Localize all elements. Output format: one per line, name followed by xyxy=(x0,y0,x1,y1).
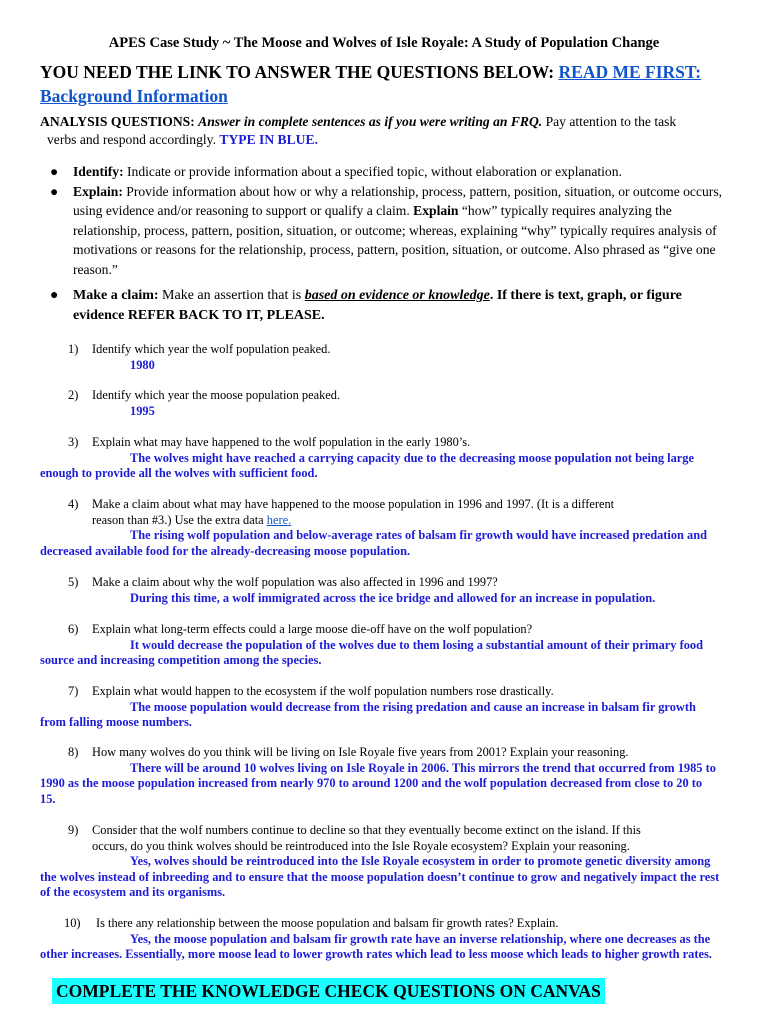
answer-text[interactable]: It would decrease the population of the wolves due to them losing a substantial amount of their primary food xyxy=(130,637,703,652)
question-3 xyxy=(40,435,740,482)
knowledge-check-banner: COMPLETE THE KNOWLEDGE CHECK QUESTIONS ON CANVAS xyxy=(52,978,605,1004)
question-2 xyxy=(40,388,740,419)
question-number: 7) xyxy=(68,684,79,698)
question-6 xyxy=(40,622,740,669)
question-text-line-2 xyxy=(40,513,740,529)
answer-text[interactable]: 1990 as the moose population increased from nearly 970 to around 1200 and the wolf population decreased from close to 20 to xyxy=(40,776,703,791)
question-5 xyxy=(40,575,740,606)
question-number: 2) xyxy=(68,388,79,402)
question-number: 6) xyxy=(68,622,79,636)
bullet-dot-icon: ● xyxy=(50,164,59,179)
question-1 xyxy=(40,342,740,373)
question-text: Is there any relationship between the moose population and balsam fir growth rates? Explain. xyxy=(96,916,559,930)
link-instruction xyxy=(40,60,730,108)
question-text: Explain what would happen to the ecosystem if the wolf population numbers rose drastically. xyxy=(92,684,554,698)
bullet-text: Make an assertion that is xyxy=(158,287,305,303)
answer-text[interactable]: Yes, wolves should be reintroduced into the Isle Royale ecosystem in order to promote genetic diversity among xyxy=(130,854,711,869)
answer-text[interactable]: 15. xyxy=(40,791,56,806)
bullet-text: Indicate or provide information about a specified topic, without elaboration or explanation. xyxy=(123,164,622,179)
bullet-make-claim xyxy=(40,286,730,326)
answer-text[interactable]: source and increasing competition among the species. xyxy=(40,653,322,668)
answer-text[interactable]: The rising wolf population and below-average rates of balsam fir growth would have increased predation and xyxy=(130,528,708,543)
analysis-rest-2: verbs and respond accordingly. xyxy=(47,132,220,147)
extra-data-link[interactable]: here. xyxy=(266,512,292,527)
question-8 xyxy=(40,745,740,807)
analysis-rest-1: Pay attention to the task xyxy=(542,114,677,129)
question-number: 4) xyxy=(68,497,79,511)
question-number: 5) xyxy=(68,575,79,589)
analysis-instructions xyxy=(40,113,730,149)
answer-text[interactable]: decreased available food for the already-decreasing moose population. xyxy=(40,543,411,558)
answer-text[interactable]: 1995 xyxy=(130,403,155,418)
bullet-explain xyxy=(40,182,730,280)
bullet-identify xyxy=(40,162,730,182)
bullet-term: Explain: xyxy=(73,183,123,199)
document-title: APES Case Study ~ The Moose and Wolves of Isle Royale: A Study of Population Change xyxy=(108,35,660,51)
answer-text[interactable]: 1980 xyxy=(130,357,155,372)
answer-text[interactable]: During this time, a wolf immigrated across the ice bridge and allowed for an increase in population. xyxy=(130,590,656,605)
bullet-text-2: . If there is text, graph, or figure evidence REFER BACK TO IT, PLEASE. xyxy=(73,287,682,323)
bullet-emphasis: based on evidence or knowledge xyxy=(304,287,490,303)
question-text: Make a claim about what may have happened to the moose population in 1996 and 1997. (It is a different xyxy=(92,497,615,511)
answer-text[interactable]: Yes, the moose population and balsam fir growth rate have an inverse relationship, where one decreases as the xyxy=(130,931,711,946)
question-text: Identify which year the wolf population peaked. xyxy=(92,342,331,356)
question-number: 3) xyxy=(68,435,79,449)
answer-text[interactable]: of the ecosystem and its organisms. xyxy=(40,885,226,900)
question-number: 8) xyxy=(68,745,79,759)
answer-text[interactable]: other increases. Essentially, more moose lead to lower growth rates which lead to less moose which leads to higher growth rates. xyxy=(40,947,712,962)
task-verb-list xyxy=(40,162,730,326)
question-text: Consider that the wolf numbers continue to decline so that they eventually become extinct on the island. If this xyxy=(92,823,641,837)
question-text: How many wolves do you think will be living on Isle Royale five years from 2001? Explain your reasoning. xyxy=(92,745,629,759)
bullet-text-2: “how” typically requires analyzing the relationship, process, pattern, position, situation, or outcome; whereas, explaining “why” typically requires analysis of motivations or reasons for the relationship, process, pattern, position, situation, or outcome. Also phrased as “give one reason.” xyxy=(73,203,717,277)
background-information-link[interactable]: Background Information xyxy=(40,86,228,106)
question-text: Explain what may have happened to the wolf population in the early 1980’s. xyxy=(92,435,471,449)
question-7 xyxy=(40,684,740,731)
answer-text[interactable]: There will be around 10 wolves living on Isle Royale in 2006. This mirrors the trend that occurred from 1985 to xyxy=(130,760,716,775)
bullet-term: Make a claim: xyxy=(73,287,159,303)
question-number: 10) xyxy=(64,916,81,930)
link-instruction-text: YOU NEED THE LINK TO ANSWER THE QUESTIONS BELOW: xyxy=(40,62,559,82)
question-text: Make a claim about why the wolf population was also affected in 1996 and 1997? xyxy=(92,575,498,589)
question-number: 9) xyxy=(68,823,79,837)
type-in-blue: TYPE IN BLUE. xyxy=(219,132,318,147)
analysis-label: ANALYSIS QUESTIONS: xyxy=(40,114,195,129)
read-me-first-link[interactable]: READ ME FIRST: xyxy=(558,62,702,82)
bullet-text: Provide information about how or why a relationship, process, pattern, position, situation, or outcome occurs, using evidence and/or reasoning to support or qualify a claim. xyxy=(73,183,723,219)
question-number: 1) xyxy=(68,342,79,356)
bullet-dot-icon: ● xyxy=(50,183,59,199)
answer-text[interactable]: from falling moose numbers. xyxy=(40,715,192,730)
bullet-dot-icon: ● xyxy=(50,287,59,303)
answer-text[interactable]: The moose population would decrease from the rising predation and cause an increase in balsam fir growth xyxy=(130,699,696,714)
answer-text[interactable]: the wolves instead of inbreeding and to ensure that the moose population doesn’t continue to grow and negatively impact the rest xyxy=(40,869,720,884)
bullet-term: Identify: xyxy=(73,164,124,179)
answer-text[interactable]: enough to provide all the wolves with sufficient food. xyxy=(40,466,318,481)
question-text-2: reason than #3.) Use the extra data xyxy=(92,512,267,527)
bullet-term-2: Explain xyxy=(413,203,459,219)
question-10 xyxy=(40,916,740,963)
question-text: Identify which year the moose population peaked. xyxy=(92,388,341,402)
answer-text[interactable]: The wolves might have reached a carrying capacity due to the decreasing moose population not being large xyxy=(130,450,694,465)
question-text: Explain what long-term effects could a large moose die-off have on the wolf population? xyxy=(92,622,533,636)
question-text-2: occurs, do you think wolves should be reintroduced into the Isle Royale ecosystem? Explain your reasoning. xyxy=(92,838,630,853)
question-4 xyxy=(40,497,740,559)
analysis-italic: Answer in complete sentences as if you were writing an FRQ. xyxy=(198,114,543,129)
question-9 xyxy=(40,823,740,901)
